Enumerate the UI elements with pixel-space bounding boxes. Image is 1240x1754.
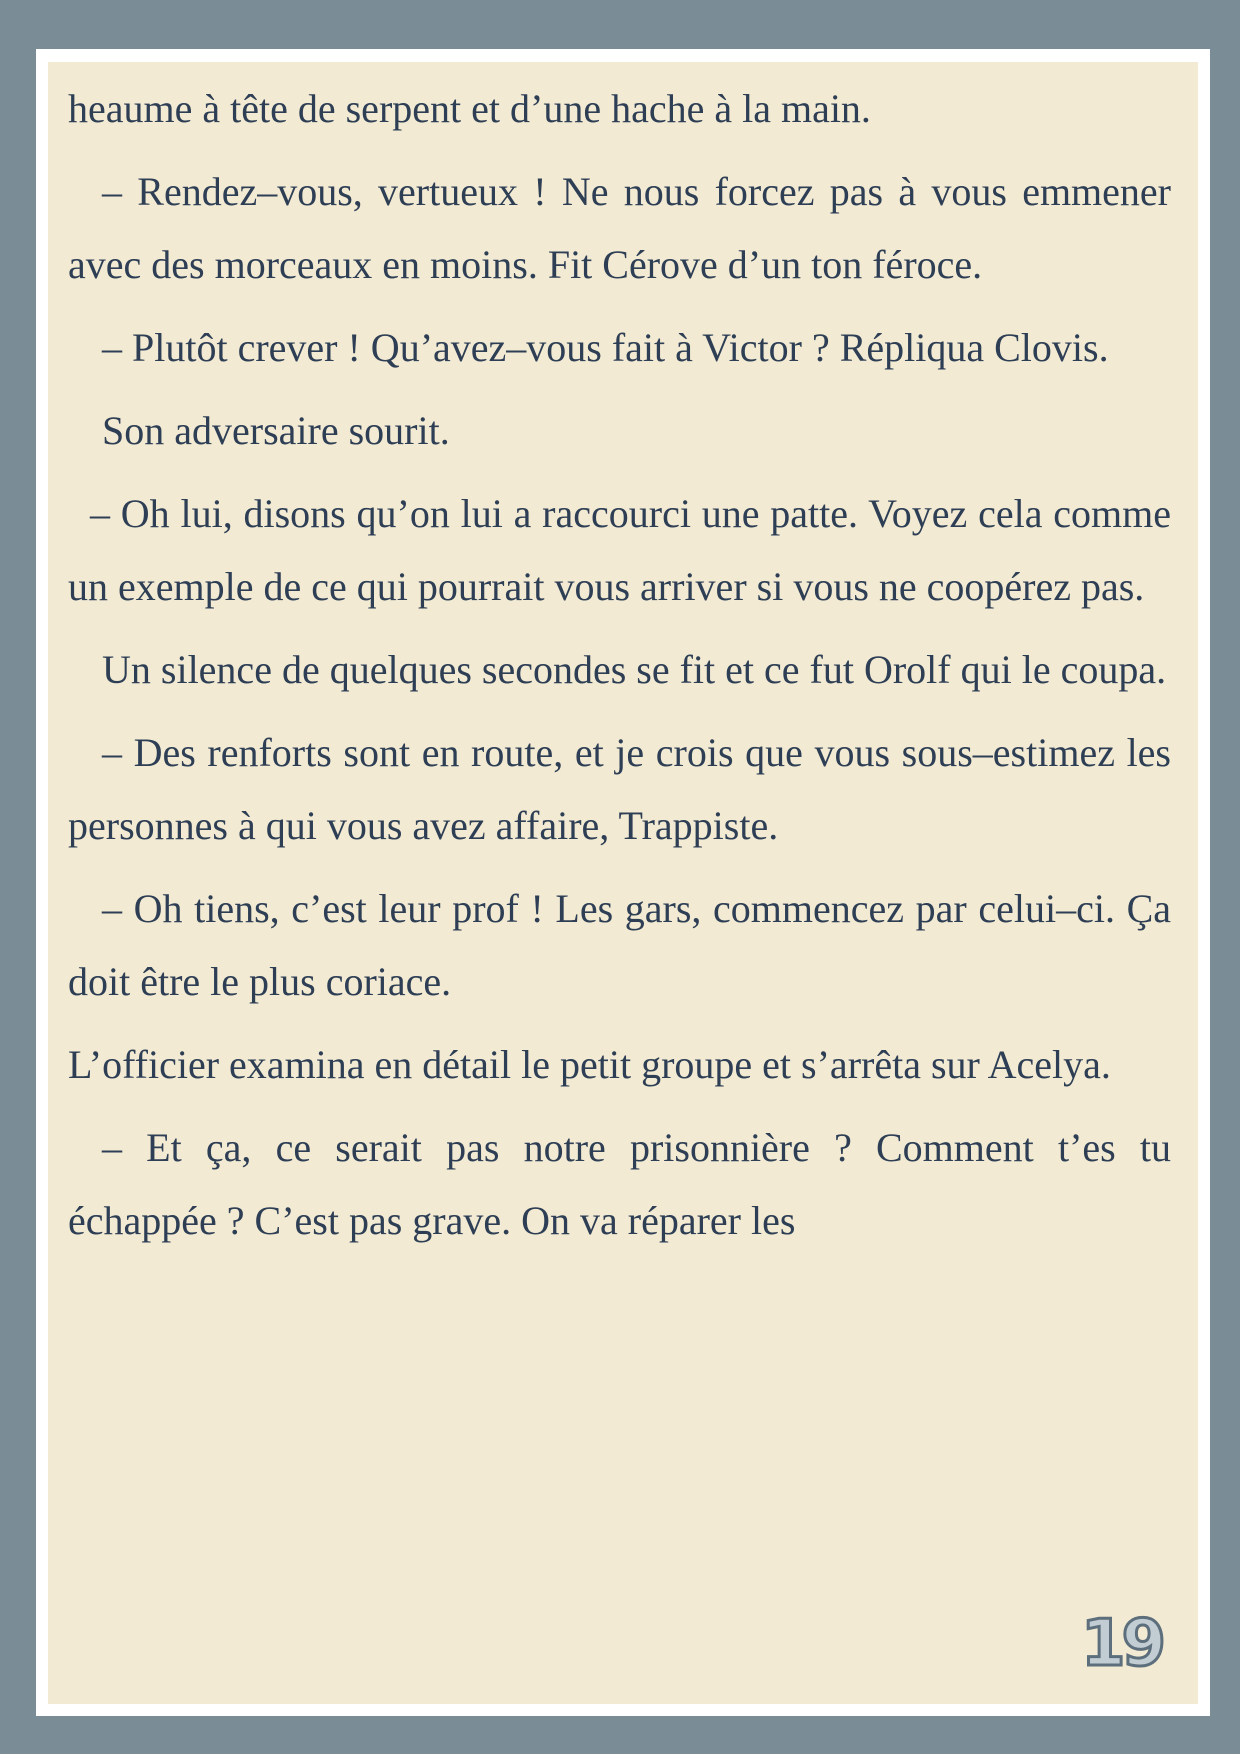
paragraph: heaume à tête de serpent et d’une hache à la main.: [68, 86, 871, 131]
book-page: [48, 62, 1198, 1704]
paragraph: – Et ça, ce serait pas notre prisonnière ? Comment t’es tu échappée ? C’est pas grave. On va réparer les: [68, 1125, 1171, 1243]
paragraph: – Rendez–vous, vertueux ! Ne nous forcez pas à vous emmener avec des morceaux en moins. Fit Cérove d’un ton féroce.: [68, 169, 1171, 287]
page-number: 19: [1080, 1607, 1162, 1681]
paragraph: Son adversaire sourit.: [102, 408, 450, 453]
paragraph: – Des renforts sont en route, et je crois que vous sous–estimez les personnes à qui vous avez affaire, Trappiste.: [68, 730, 1171, 848]
paragraph: – Plutôt crever ! Qu’avez–vous fait à Victor ? Répliqua Clovis.: [102, 325, 1109, 370]
paragraph: – Oh tiens, c’est leur prof ! Les gars, commencez par celui–ci. Ça doit être le plus coriace.: [68, 886, 1171, 1004]
body-text: [68, 72, 1171, 1267]
paragraph: Un silence de quelques secondes se fit et ce fut Orolf qui le coupa.: [102, 647, 1167, 692]
paragraph: L’officier examina en détail le petit groupe et s’arrêta sur Acelya.: [68, 1042, 1111, 1087]
paragraph: – Oh lui, disons qu’on lui a raccourci une patte. Voyez cela comme un exemple de ce qui pourrait vous arriver si vous ne coopérez pas.: [68, 491, 1171, 609]
